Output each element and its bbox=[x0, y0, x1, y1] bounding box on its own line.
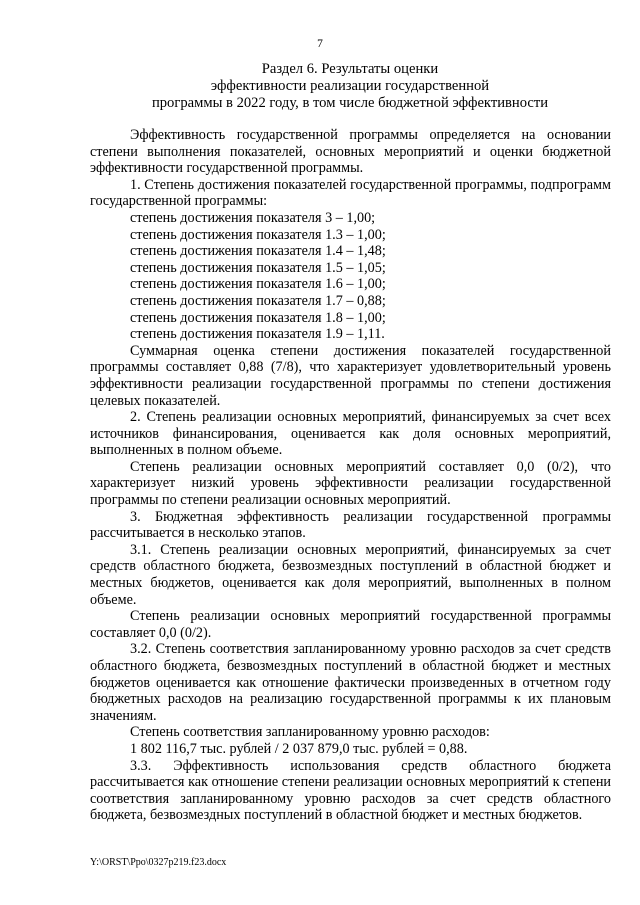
indicator-item: степень достижения показателя 1.5 – 1,05; bbox=[130, 259, 386, 276]
step-3-1-result-paragraph: Степень реализации основных мероприятий государственной программы составляет 0,0 (0/2). bbox=[90, 608, 611, 641]
indicator-item: степень достижения показателя 1.3 – 1,00; bbox=[130, 226, 386, 243]
step-3-2-formula: 1 802 116,7 тыс. рублей / 2 037 879,0 тыс. рублей = 0,88. bbox=[130, 740, 468, 757]
section-title bbox=[60, 61, 640, 112]
section-title-line: Раздел 6. Результаты оценки bbox=[261, 61, 439, 77]
document-body bbox=[90, 127, 611, 824]
section-title-line: программы в 2022 году, в том числе бюджетной эффективности bbox=[151, 95, 549, 111]
indicator-item: степень достижения показателя 1.9 – 1,11. bbox=[130, 326, 385, 343]
page-number: 7 bbox=[317, 38, 323, 50]
summary-paragraph: Суммарная оценка степени достижения показателей государственной программы составляет 0,88 (7/8), что характеризует удовлетворительный уровень эффективности реализации государственной программы по степени достижения целевых показателей. bbox=[90, 342, 611, 409]
step-3-2-label: Степень соответствия запланированному уровню расходов: bbox=[130, 724, 490, 741]
indicator-item: степень достижения показателя 1.8 – 1,00; bbox=[130, 309, 386, 326]
section-title-line: эффективности реализации государственной bbox=[210, 78, 490, 94]
intro-paragraph: Эффективность государственной программы определяется на основании степени выполнения показателей, основных мероприятий и оценки бюджетной эффективности государственной программы. bbox=[90, 127, 611, 177]
indicator-item: степень достижения показателя 1.7 – 0,88; bbox=[130, 292, 386, 309]
step-3-3-paragraph: 3.3. Эффективность использования средств областного бюджета рассчитывается как отношение степени реализации основных мероприятий к степени соответствия запланированному уровню расходов за счет средств областного бюджета, безвозмездных поступлений в областной бюджет и местных бюджетов. bbox=[90, 757, 611, 824]
indicator-item: степень достижения показателя 1.4 – 1,48; bbox=[130, 243, 386, 260]
budget-efficiency-paragraph: 3. Бюджетная эффективность реализации государственной программы рассчитывается в несколько этапов. bbox=[90, 508, 611, 542]
indicator-item: степень достижения показателя 1.6 – 1,00; bbox=[130, 276, 386, 293]
indicators-heading: 1. Степень достижения показателей государственной программы, подпрограмм государственной программы: bbox=[90, 176, 611, 210]
step-3-1-paragraph: 3.1. Степень реализации основных мероприятий, финансируемых за счет средств областного бюджета, безвозмездных поступлений в областной бюджет и местных бюджетов, оценивается как доля мероприятий, выполненных в полном объеме. bbox=[90, 541, 611, 608]
measures-result-paragraph: Степень реализации основных мероприятий составляет 0,0 (0/2), что характеризует низкий уровень эффективности реализации государственной программы по степени реализации основных мероприятий. bbox=[90, 458, 611, 509]
step-3-2-paragraph: 3.2. Степень соответствия запланированному уровню расходов за счет средств областного бюджета, безвозмездных поступлений в областной бюджет и местных бюджетов оценивается как отношение фактически произведенных в отчетном году бюджетных расходов на реализацию государственной программы к их плановым значениям. bbox=[90, 641, 611, 724]
file-path-footer: Y:\ORST\Ppo\0327p219.f23.docx bbox=[90, 857, 227, 868]
measures-paragraph: 2. Степень реализации основных мероприятий, финансируемых за счет всех источников финансирования, оценивается как доля основных мероприятий, выполненных в полном объеме. bbox=[90, 409, 611, 459]
indicator-item: степень достижения показателя 3 – 1,00; bbox=[130, 209, 376, 226]
